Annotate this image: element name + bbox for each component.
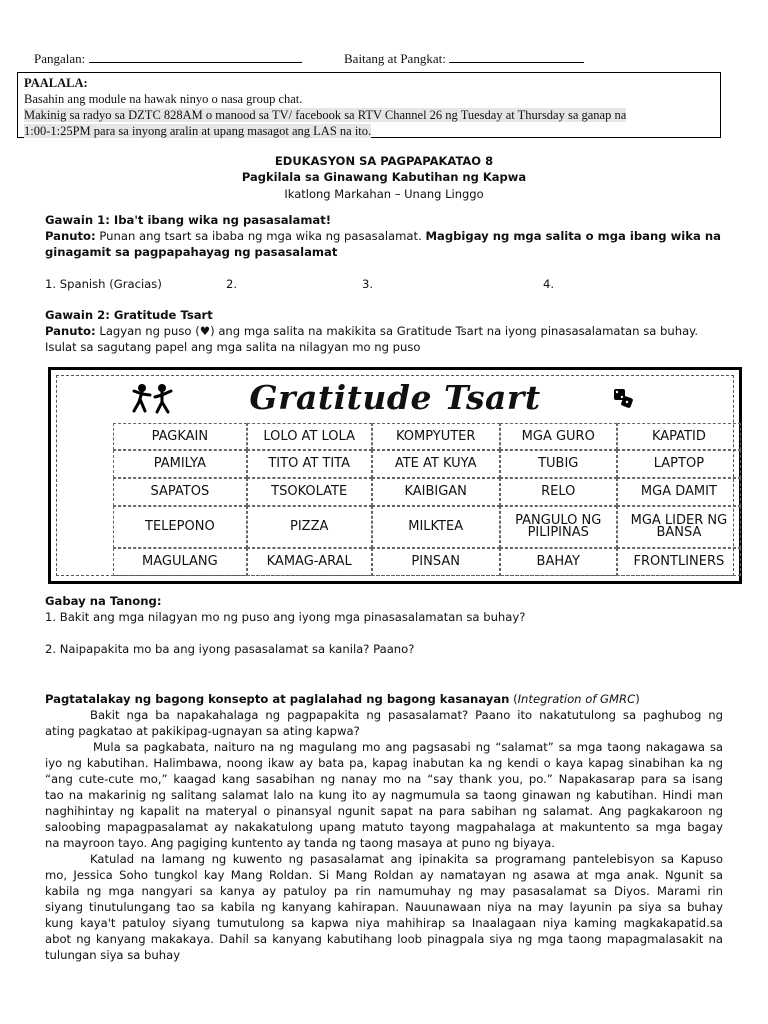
instruction-text: Lagyan ng puso (♥) ang mga salita na makikita sa Gratitude Tsart na iyong pinasasalamatan sa buhay. [95,324,699,338]
subject-title: EDUKASYON SA PAGPAPAKATAO 8 [274,154,494,168]
panuto-label: Panuto: [45,324,96,338]
chart-cell[interactable]: MILKTEA [372,506,500,548]
paragraph-line: naghihintay ng kapalit na materyal o pinansyal ngunit sapat na para sabihan ng salamat. Ang pagkakaroon ng [45,804,723,818]
chart-cell[interactable]: PAMILYA [113,450,247,478]
chart-cell[interactable]: FRONTLINERS [617,548,741,576]
notice-title: PAALALA: [24,76,88,90]
gawain2-heading: Gawain 2: Gratitude Tsart [45,308,213,322]
guide-question: 2. Naipapakita mo ba ang iyong pasasalamat sa kanila? Paano? [45,642,415,656]
chart-title: Gratitude Tsart [249,378,541,417]
gawain1-item[interactable]: 4. [543,277,555,291]
gawain1-instructions [45,229,723,243]
chart-cell[interactable]: TELEPONO [113,506,247,548]
chart-cell[interactable]: KAPATID [617,423,741,450]
notice-line: 1:00-1:25PM para sa inyong aralin at upang masagot ang LAS na ito. [24,124,372,138]
paragraph-line: ating pagkatao at pakikipag-ugnayan sa ating kapwa? [45,724,360,738]
paragraph-line: mo, Jessica Soho tungkol kay Mang Roldan. Si Mang Roldan ay namatayan ng asawa at mga anak. Ngunit sa [45,868,723,882]
chart-cell[interactable]: PIZZA [247,506,372,548]
gawain1-item[interactable]: 3. [362,277,374,291]
chart-cell[interactable]: KAMAG-ARAL [247,548,372,576]
chart-cell[interactable]: PAGKAIN [113,423,247,450]
grade-label: Baitang at Pangkat: [344,51,446,66]
gawain1-item[interactable]: 2. [226,277,238,291]
chart-cell[interactable]: LOLO AT LOLA [247,423,372,450]
lesson-title: Pagkilala sa Ginawang Kabutihan ng Kapwa [241,170,527,184]
chart-cell[interactable]: TSOKOLATE [247,478,372,506]
gawain1-heading: Gawain 1: Iba't ibang wika ng pasasalamat! [45,213,332,227]
chart-cell[interactable]: MGA LIDER NG BANSA [617,506,741,548]
instruction-text: Isulat sa sagutang papel ang mga salita na nilagyan mo ng puso [45,340,421,354]
paragraph-line: tao na makarinig ng salitang salamat lalo na kung ito ay nagmumula sa taong ginawan ng kabutihan. Hindi man [45,788,723,802]
chart-cell[interactable]: PANGULO NG PILIPINAS [500,506,617,548]
paragraph-line: kabila ng mga nangyari sa kanya ay patuloy pa rin namumuhay ng may pasasalamat sa Diyos. Marami rin [45,884,723,898]
chart-cell[interactable]: MGA GURO [500,423,617,450]
chart-cell[interactable]: ATE AT KUYA [372,450,500,478]
notice-line: Basahin ang module na hawak ninyo o nasa group chat. [24,92,303,106]
chart-cell[interactable]: MGA DAMIT [617,478,741,506]
chart-cell[interactable]: LAPTOP [617,450,741,478]
gabay-heading: Gabay na Tanong: [45,594,162,608]
chart-cell[interactable]: KOMPYUTER [372,423,500,450]
gratitude-chart [48,367,742,584]
dice-icon [613,388,633,408]
notice-line: Makinig sa radyo sa DZTC 828AM o manood sa TV/ facebook sa RTV Channel 26 ng Tuesday at Thursday sa ganap na [24,108,627,122]
chart-cell[interactable]: TITO AT TITA [247,450,372,478]
chart-cell[interactable]: MAGULANG [113,548,247,576]
panuto-label: Panuto: [45,229,96,243]
paragraph-line: kung kaya't patuloy siyang tumutulong sa kapwa niya mahihirap sa Inaalagaan niya kaming magkakapatid.sa [45,916,723,930]
instruction-bold: ginagamit sa pagpapahayag ng pasasalamat [45,245,338,259]
name-blank[interactable] [89,50,302,63]
chart-cell[interactable]: TUBIG [500,450,617,478]
guide-question: 1. Bakit ang mga nilagyan mo ng puso ang iyong mga pinasasalamatan sa buhay? [45,610,526,624]
instruction-bold: Magbigay ng mga salita o mga ibang wika na [425,229,721,243]
paragraph-line: na mayroon tayo. Ang pagiging kuntento ay tanda ng taong masaya at puno ng biyaya. [45,836,555,850]
gratitude-chart-border [56,375,734,576]
concept-heading [45,692,640,706]
chart-cell[interactable]: SAPATOS [113,478,247,506]
paragraph-line: Bakit nga ba napakahalaga ng pagpapakita ng pasasalamat? Paano ito nakatutulong sa paghubog ng [90,708,723,722]
notice-box [17,72,721,138]
concept-paren: ) [635,692,640,706]
paragraph-line: abot ng kanyang makakaya. Dahil sa kanyang kabutihang loob pinagpala siya ng mga taong mapagmalasakit na [45,932,723,946]
chart-cell[interactable]: KAIBIGAN [372,478,500,506]
instruction-text: Punan ang tsart sa ibaba ng mga wika ng pasasalamat. [95,229,426,243]
chart-cell[interactable]: RELO [500,478,617,506]
paragraph-line: Katulad na lamang ng kuwento ng pasasalamat ang ipinakita sa programang pantelebisyon sa Kapuso [90,852,723,866]
name-label: Pangalan: [34,51,86,66]
grade-field[interactable] [344,50,584,67]
concept-heading-text: Pagtatalakay ng bagong konsepto at paglalahad ng bagong kasanayan [45,692,510,706]
concept-heading-italic: Integration of GMRC [517,692,636,706]
chart-grid [113,423,741,576]
gawain2-instructions [45,324,698,338]
paragraph-line: Mula sa pagkabata, naituro na ng magulang mo ang pagsasabi ng “salamat” sa mga taong nakagawa sa [93,740,723,754]
quarter-title: Ikatlong Markahan – Unang Linggo [284,187,484,201]
paragraph-line: siyang tinutulungang tao sa kabila ng kanyang kahirapan. Nauunawaan niya na may layunin pa siya sa buhay [45,900,723,914]
paragraph-line: iyo ng kabutihan. Halimbawa, noong ikaw ay bata pa, kapag inabutan ka ng kendi o kaya kapag sinabihan ka ng [45,756,723,770]
paragraph-line: tulungan siya sa buhay [45,948,181,962]
concept-paren: ( [509,692,518,706]
grade-blank[interactable] [449,50,584,63]
gawain1-item[interactable]: 1. Spanish (Gracias) [45,277,162,291]
paragraph-line: “ang cute-cute mo,” kaagad kang sasabihan ng nanay mo na “say thank you, po.” Napakasarap para sa isang [45,772,723,786]
chart-cell[interactable]: BAHAY [500,548,617,576]
paragraph-line: saloobing mapagpasalamat ay nakakatulong upang matuto tayong magpahalaga at makuntento sa mga bagay [45,820,723,834]
chart-cell[interactable]: PINSAN [372,548,500,576]
name-field[interactable] [34,50,302,67]
